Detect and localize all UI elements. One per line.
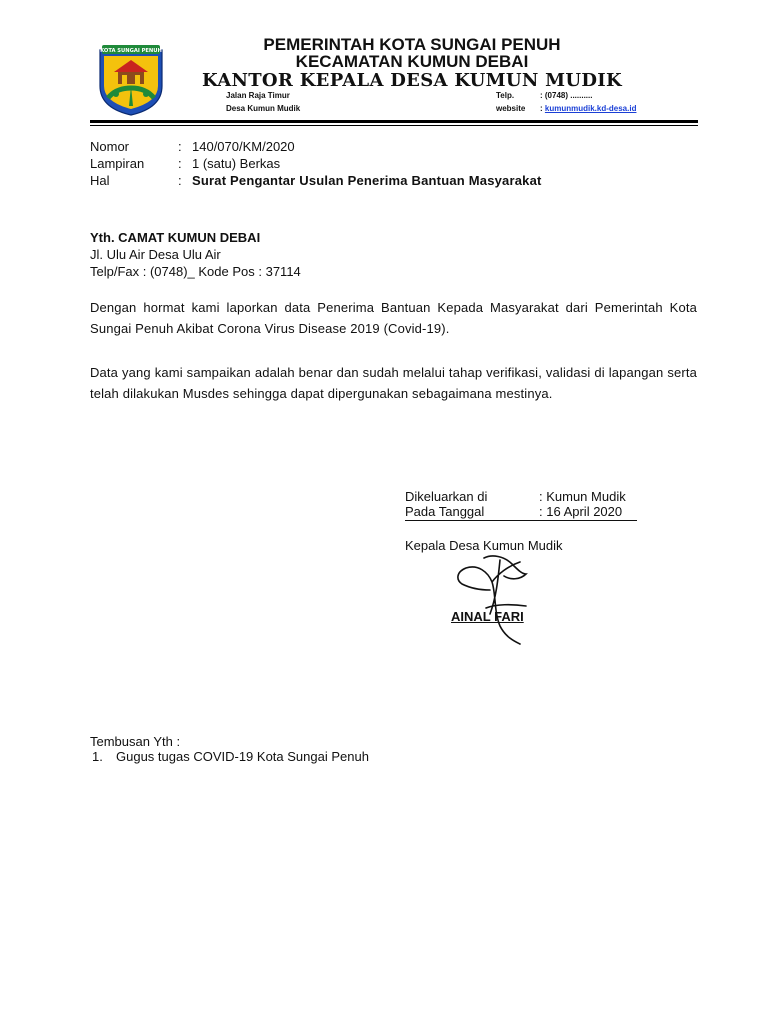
crest-logo — [96, 42, 166, 116]
recipient-address: Jl. Ulu Air Desa Ulu Air — [90, 247, 221, 262]
carbon-copy-title: Tembusan Yth : — [90, 734, 181, 749]
letterhead-street: Jalan Raja Timur — [226, 91, 290, 100]
letterhead-rule-thin — [90, 125, 698, 126]
letterhead-government: PEMERINTAH KOTA SUNGAI PENUH — [263, 35, 561, 54]
letterhead-rule — [90, 120, 698, 123]
meta-lampiran-value: 1 (satu) Berkas — [192, 156, 281, 171]
recipient-telp: Telp/Fax : (0748)_ Kode Pos : 37114 — [90, 264, 301, 279]
letterhead-village: Desa Kumun Mudik — [226, 104, 301, 113]
letterhead-district: KECAMATAN KUMUN DEBAI — [295, 52, 529, 71]
body-paragraph-2: Data yang kami sampaikan adalah benar dan sudah melalui tahap verifikasi, validasi di lapangan serta telah dilakukan Musdes sehingga dapat dipergunakan sebagaimana mestinya. — [90, 365, 697, 401]
carbon-copy-item-number: 1. — [92, 749, 103, 764]
crest-logo-text: KOTA SUNGAI PENUH — [100, 48, 162, 54]
letterhead-website — [540, 104, 636, 113]
meta-separator: : — [178, 156, 182, 171]
letterhead-website-label: website — [496, 104, 526, 113]
letterhead-telp-value: : (0748) .......... — [540, 91, 593, 100]
body-paragraph-1: Dengan hormat kami laporkan data Penerima Bantuan Kepada Masyarakat dari Pemerintah Kota Sungai Penuh Akibat Corona Virus Disease 2019 (Covid-19). — [90, 300, 697, 336]
meta-separator: : — [178, 139, 182, 154]
signatory-title: Kepala Desa Kumun Mudik — [405, 538, 563, 553]
letterhead-office: KANTOR KEPALA DESA KUMUN MUDIK — [202, 70, 622, 91]
website-link[interactable]: kumunmudik.kd-desa.id — [544, 104, 637, 113]
letterhead-telp-label: Telp. — [496, 91, 515, 100]
signatory-name: AINAL FARI — [451, 609, 524, 624]
meta-hal-value: Surat Pengantar Usulan Penerima Bantuan Masyarakat — [192, 173, 542, 188]
carbon-copy-item-text: Gugus tugas COVID-19 Kota Sungai Penuh — [116, 749, 369, 764]
issued-place-label: Dikeluarkan di — [405, 489, 488, 504]
website-separator: : — [540, 104, 545, 113]
meta-lampiran-label: Lampiran — [90, 156, 145, 171]
handwritten-signature — [426, 550, 556, 646]
recipient-name: Yth. CAMAT KUMUN DEBAI — [90, 230, 261, 245]
issued-date-label: Pada Tanggal — [405, 504, 485, 519]
meta-separator: : — [178, 173, 182, 188]
meta-nomor-label: Nomor — [90, 139, 130, 154]
issued-date — [405, 504, 637, 521]
meta-nomor-value: 140/070/KM/2020 — [192, 139, 295, 154]
carbon-copy-item — [92, 749, 369, 764]
issued-date-value: : 16 April 2020 — [539, 504, 623, 519]
meta-hal-label: Hal — [90, 173, 110, 188]
issued-place-value: : Kumun Mudik — [539, 489, 626, 504]
